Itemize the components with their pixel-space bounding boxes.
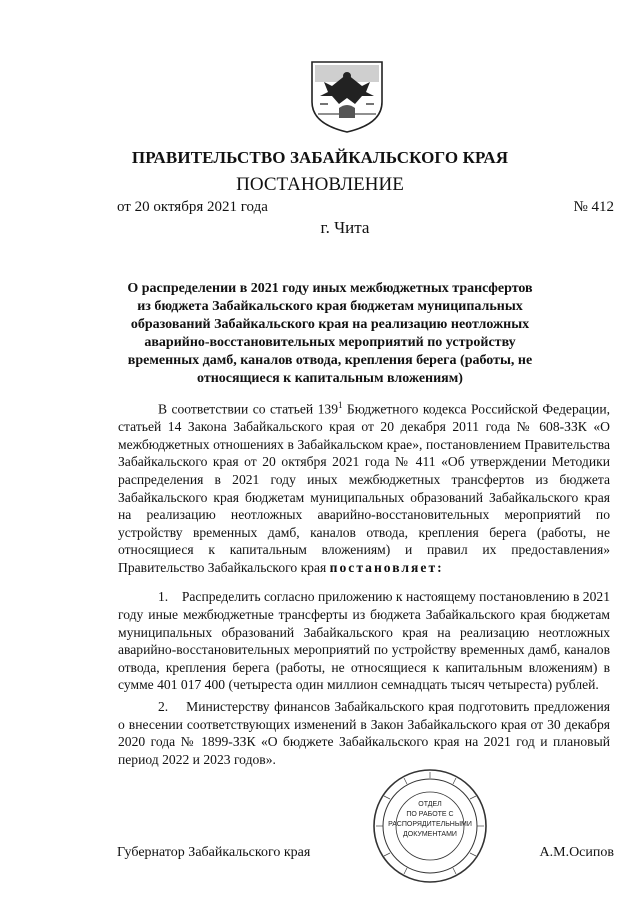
coat-of-arms-emblem bbox=[306, 52, 388, 134]
item-paragraph-2: 2. Министерству финансов Забайкальского края подготовить предложения о внесении соответствующих изменений в Закон Забайкальского края от 30 декабря 2020 года № 1899-ЗЗК «О бюджете Забайкальского края на 2021 год и плановый период 2022 и 2023 годов». bbox=[118, 699, 610, 767]
document-date: от 20 октября 2021 года bbox=[117, 199, 268, 215]
document-heading: О распределении в 2021 году иных межбюджетных трансфертов из бюджета Забайкальского края бюджетам муниципальных образований Забайкальского края на реализацию неотложных аварийно-восстановительных мероприятий по устройству временных дамб, каналов отвода, крепления берега (работы, не относящиеся к капитальным вложениям) bbox=[127, 281, 533, 386]
stamp-line-2: ПО РАБОТЕ С bbox=[406, 811, 454, 818]
document-city: г. Чита bbox=[320, 218, 370, 237]
signature-position: Губернатор Забайкальского края bbox=[117, 845, 311, 860]
preamble-text-1: В соответствии со статьей 139 bbox=[158, 401, 339, 417]
stamp-line-4: ДОКУМЕНТАМИ bbox=[403, 831, 457, 838]
item-paragraph-1: 1. Распределить согласно приложению к настоящему постановлению в 2021 году иные межбюджетные трансферты из бюджета Забайкальского края бюджетам муниципальных образований Забайкальского края на реализацию неотложных аварийно-восстановительных мероприятий по устройству временных дамб, каналов отвода, крепления берега (работы, не относящиеся к капитальным вложениям) в сумме 401 017 400 (четыреста один миллион семнадцать тысяч четыреста) рублей. bbox=[118, 589, 610, 693]
document-type: ПОСТАНОВЛЕНИЕ bbox=[236, 174, 404, 195]
preamble-paragraph bbox=[118, 397, 610, 576]
signature-name: А.М.Осипов bbox=[539, 845, 614, 860]
preamble-text-2: Бюджетного кодекса Российской Федерации, статьей 14 Закона Забайкальского края от 20 декабря 2011 года № 608-ЗЗК «О межбюджетных отношениях в Забайкальском крае», постановлением Правительства Забайкальского края от 20 октября 2021 года № 411 «Об утверждении Методики распределения в 2021 году иных межбюджетных трансфертов из бюджета Забайкальского края бюджетам муниципальных образований Забайкальского края на реализацию неотложных аварийно-восстановительных мероприятий по устройству временных дамб, каналов отвода, крепления берега (работы, не относящиеся к капитальным вложениям) и правил их предоставления» Правительство Забайкальского края bbox=[118, 401, 610, 575]
stamp-line-1: ОТДЕЛ bbox=[418, 801, 442, 808]
stamp-line-3: РАСПОРЯДИТЕЛЬНЫМИ bbox=[388, 821, 472, 828]
document-number: № 412 bbox=[573, 199, 614, 215]
decree-word: постановляет: bbox=[329, 559, 444, 575]
government-title: ПРАВИТЕЛЬСТВО ЗАБАЙКАЛЬСКОГО КРАЯ bbox=[131, 148, 509, 167]
preamble-superscript: 1 bbox=[338, 400, 343, 410]
official-stamp bbox=[358, 766, 500, 884]
document-body bbox=[118, 397, 610, 768]
